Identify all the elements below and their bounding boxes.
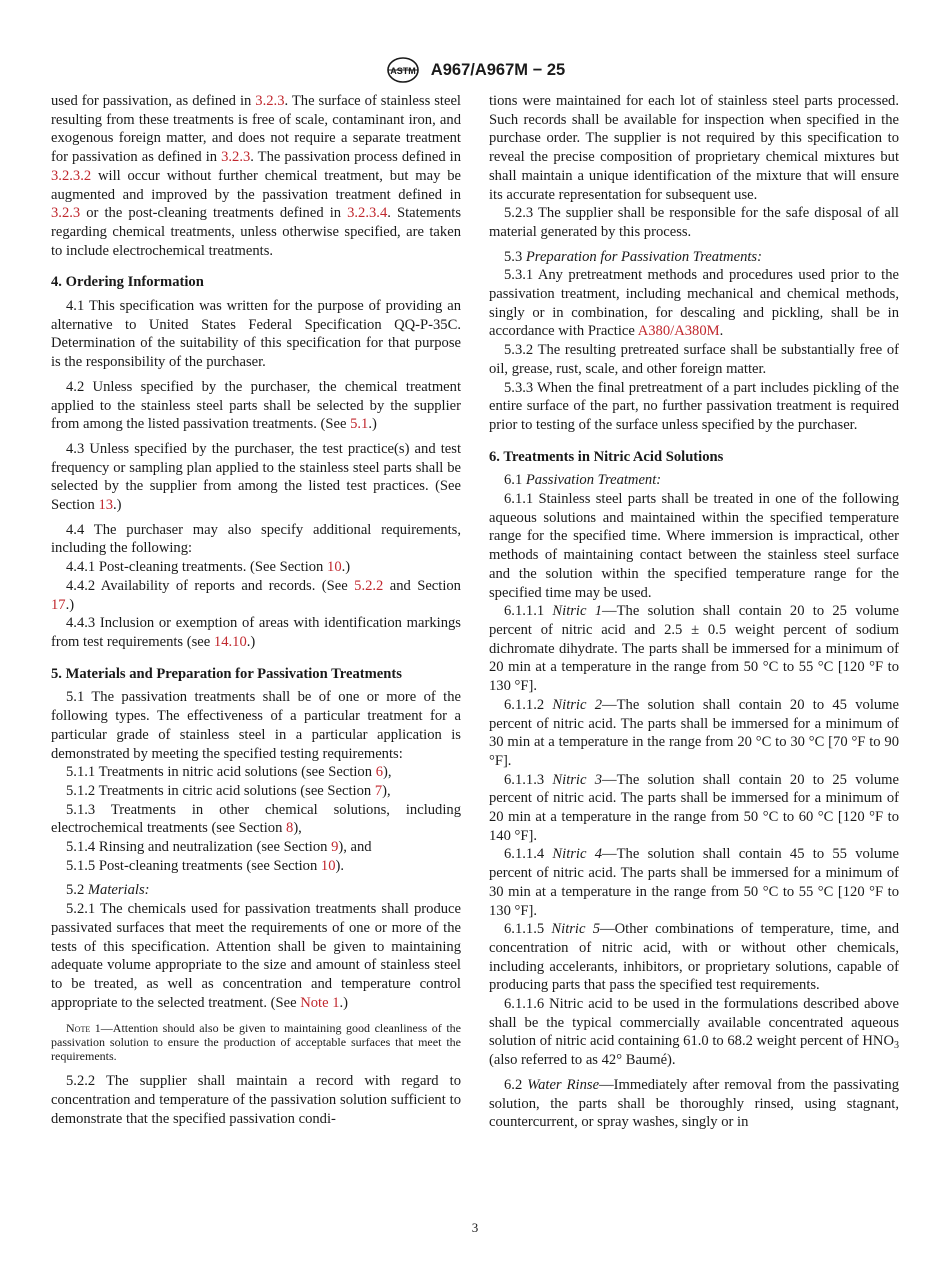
ref-link[interactable]: Note 1: [300, 994, 340, 1011]
ref-link[interactable]: 3.2.3: [51, 205, 81, 222]
paragraph-5-1: 5.1 The passivation treatments shall be of one or more of the following types. The effectiveness of a particular treatment for a particular grade of stainless steel in a particular application is demonstrated by meeting the specified testing requirements:: [51, 689, 461, 762]
paragraph-5-1-3: 5.1.3 Treatments in other chemical solutions, including electrochemical treatments (see Section 8),: [51, 801, 461, 837]
paragraph-4-2: 4.2 Unless specified by the purchaser, the chemical treatment applied to the stainless steel parts shall be selected by the supplier from among the listed passivation treatments. (See 5.1.): [51, 378, 461, 433]
paragraph-5-1-1: 5.1.1 Treatments in nitric acid solutions (see Section 6),: [66, 764, 392, 781]
page-header: [0, 56, 950, 84]
note-1: Note 1—Attention should also be given to maintaining good cleanliness of the passivation solution to ensure the production of acceptable surfaces that meet the requirements.: [51, 1021, 461, 1064]
section-heading-6: 6. Treatments in Nitric Acid Solutions: [489, 448, 724, 465]
paragraph-5-2-1: 5.2.1 The chemicals used for passivation treatments shall produce passivated surfaces that meet the requirements of one or more of the tests of this specification. Attention shall be given to maintaining adequate volume appropriate to the size and amount of stainless steel to be treated, as well as concentration and temperature control appropriate to the selected treatment. (See Note 1.): [51, 901, 461, 1011]
ref-link[interactable]: 17: [51, 596, 66, 613]
section-heading-5: 5. Materials and Preparation for Passivation Treatments: [51, 665, 402, 682]
ref-link[interactable]: 10: [327, 559, 342, 576]
ref-link[interactable]: 5.1: [350, 416, 369, 433]
paragraph-5-3-3: 5.3.3 When the final pretreatment of a part includes pickling of the entire surface of the part, no further passivation treatment is required prior to testing of the surface unless specified by the purchaser.: [489, 379, 899, 433]
ref-link[interactable]: 3.2.3.2: [51, 167, 92, 184]
paragraph-5-3-1: 5.3.1 Any pretreatment methods and procedures used prior to the passivation treatment, including mechanical and chemical methods, singly or in combination, for descaling and pickling, shall be in accordance with Practice A380/A380M.: [489, 267, 899, 340]
paragraph-5-1-5: 5.1.5 Post-cleaning treatments (see Section 10).: [66, 857, 345, 874]
paragraph-6-1-1-6: 6.1.1.6 Nitric acid to be used in the formulations described above shall be the typical commercially available concentrated aqueous solution of nitric acid containing 61.0 to 68.2 weight percent of $HNO_3$ (also referred to as 42° Baumé).: [489, 996, 899, 1069]
page-number: 3: [471, 1220, 479, 1235]
paragraph-5-2-3: 5.2.3 The supplier shall be responsible for the safe disposal of all material generated by this process.: [489, 205, 899, 240]
ref-link[interactable]: 7: [374, 782, 383, 799]
paragraph-5-3: 5.3 Preparation for Passivation Treatments:: [504, 248, 762, 265]
paragraph-4-4: 4.4 The purchaser may also specify additional requirements, including the following:: [51, 521, 461, 557]
paragraph-4-4-2: 4.4.2 Availability of reports and records. (See 5.2.2 and Section 17.): [51, 577, 461, 613]
document-designation: A967/A967M − 25: [430, 60, 566, 79]
paragraph-4-1: 4.1 This specification was written for the purpose of providing an alternative to United States Federal Specification QQ-P-35C. Determination of the suitability of this specification for that purpose is the responsibility of the purchaser.: [51, 298, 461, 371]
paragraph-6-1-1-2: 6.1.1.2 Nitric 2—The solution shall contain 20 to 45 volume percent of nitric acid. The parts shall be immersed for a minimum of 30 min at a temperature in the range from 20 °C to 30 °C [70 °F to 90 °F].: [489, 696, 900, 769]
ref-link[interactable]: 3.2.3.4: [347, 205, 388, 222]
paragraph-4-3: 4.3 Unless specified by the purchaser, the test practice(s) and test frequency or sampling plan applied to the stainless steel parts shall be selected by the supplier from among the listed test practices. (See Section 13.): [51, 440, 461, 514]
paragraph-6-1-1-4: 6.1.1.4 Nitric 4—The solution shall contain 45 to 55 volume percent of nitric acid. The parts shall be immersed for a minimum of 30 min at a temperature in the range from 50 °C to 55 °C [120 °F to 130 °F].: [489, 846, 900, 919]
paragraph-5-1-4: 5.1.4 Rinsing and neutralization (see Section 9), and: [66, 839, 372, 856]
ref-link[interactable]: 10: [320, 857, 336, 874]
paragraph-6-1-1-5: 6.1.1.5 Nitric 5—Other combinations of temperature, time, and concentration of nitric acid, with or without other chemicals, including accelerants, inhibitors, or proprietary solutions, capable of producing parts that pass the specified test requirements.: [489, 921, 899, 994]
paragraph-6-1-1-1: 6.1.1.1 Nitric 1—The solution shall contain 20 to 25 volume percent of nitric acid and 2.5 ± 0.5 weight percent of sodium dichromate dihydrate. The parts shall be immersed for a minimum of 20 min at a temperature in the range from 50 °C to 55 °C [120 °F to 130 °F].: [489, 603, 900, 695]
paragraph-6-1-1: 6.1.1 Stainless steel parts shall be treated in one of the following aqueous solutions and maintained within the specified temperature range for the specified time. Where immersion is impractical, other methods of maintaining contact between the stainless steel surface and the solution within the specified temperature range for the specified time may be used.: [489, 491, 899, 601]
left-column: [51, 92, 461, 1128]
paragraph-5-2: 5.2 Materials:: [66, 882, 150, 899]
ref-link[interactable]: 8: [286, 820, 294, 837]
ref-link[interactable]: 13: [98, 497, 114, 514]
ref-link[interactable]: 9: [331, 839, 339, 856]
paragraph-5-3-2: 5.3.2 The resulting pretreated surface shall be substantially free of oil, grease, rust, scale, and other foreign matter.: [489, 342, 899, 377]
paragraph-6-1-1-3: 6.1.1.3 Nitric 3—The solution shall contain 20 to 25 volume percent of nitric acid. The parts shall be immersed for a minimum of 20 min at a temperature in the range from 50 °C to 60 °C [120 °F to 140 °F].: [489, 771, 900, 844]
section-heading-4: 4. Ordering Information: [51, 274, 204, 291]
paragraph-6-2: 6.2 Water Rinse—Immediately after removal from the passivating solution, the parts shall be thoroughly rinsed, using stagnant, countercurrent, or spray washes, singly or in: [489, 1076, 900, 1131]
ref-link[interactable]: 3.2.3: [255, 93, 285, 109]
ref-link[interactable]: 14.10: [213, 633, 247, 650]
ref-link[interactable]: 3.2.3: [221, 149, 251, 166]
paragraph-5-2-2: 5.2.2 The supplier shall maintain a record with regard to concentration and temperature of the passivation solution sufficient to demonstrate that the specified passivation condi-: [51, 1073, 461, 1127]
right-column: [489, 92, 899, 1132]
paragraph-4-4-3: 4.4.3 Inclusion or exemption of areas with identification markings from test requirements (see 14.10.): [51, 615, 461, 650]
paragraph-5-1-2: 5.1.2 Treatments in citric acid solutions (see Section 7),: [66, 782, 391, 799]
logo-text: ASTM: [390, 66, 416, 76]
paragraph-5-2-2-continued: tions were maintained for each lot of stainless steel parts processed. Such records shall be available for inspection when specified in the purchase order. The supplier is not required by this specification to reveal the precise composition of proprietary chemical mixtures but shall maintain a unique identification of the mixture that will ensure its accurate representation for subsequent use.: [489, 93, 899, 203]
paragraph-4-4-1: 4.4.1 Post-cleaning treatments. (See Section 10.): [66, 559, 351, 576]
astm-logo-icon: [385, 56, 421, 84]
ref-link[interactable]: 6: [375, 764, 383, 781]
ref-link[interactable]: 5.2.2: [354, 577, 384, 594]
intro-paragraph: used for passivation, as defined in 3.2.3. The surface of stainless steel resulting from these treatments is free of scale, contaminant iron, and exogenous foreign matter, and does not require a separate treatment for passivation as defined in 3.2.3. The passivation process defined in 3.2.3.2 will occur without further chemical treatment, but may be augmented and improved by the passivation treatment defined in 3.2.3 or the post-cleaning treatments defined in 3.2.3.4. Statements regarding chemical treatments, unless otherwise specified, are taken to include electrochemical treatments.: [51, 93, 461, 259]
paragraph-6-1: 6.1 Passivation Treatment:: [504, 472, 662, 489]
ref-link[interactable]: A380/A380M: [637, 323, 720, 340]
